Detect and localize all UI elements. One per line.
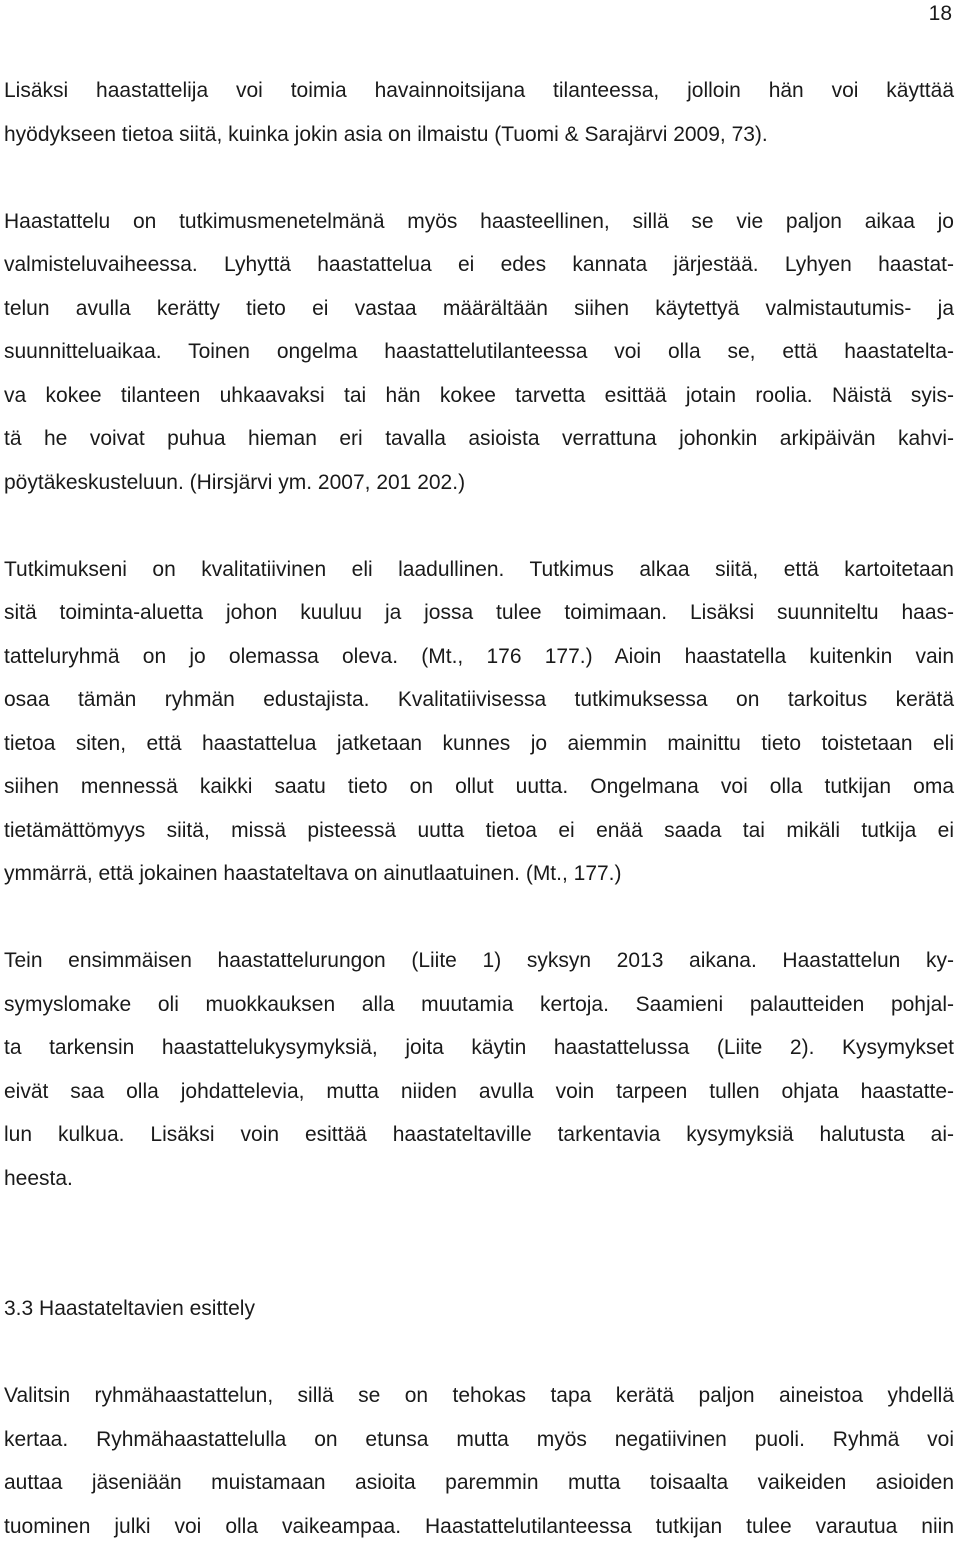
- section-heading: 3.3 Haastateltavien esittely: [4, 1287, 954, 1331]
- text-line: tuominen julki voi olla vaikeampaa. Haastattelutilanteessa tutkijan tulee varautua niin: [4, 1505, 954, 1548]
- text-line: suunnitteluaikaa. Toinen ongelma haastattelutilanteessa voi olla se, että haastatelta-: [4, 330, 954, 374]
- text-line: lun kulkua. Lisäksi voin esittää haastateltaville tarkentavia kysymyksiä halutusta ai-: [4, 1113, 954, 1157]
- text-line: tietämättömyys siitä, missä pisteessä uutta tietoa ei enää saada tai mikäli tutkija ei: [4, 809, 954, 853]
- text-line: tatteluryhmä on jo olemassa oleva. (Mt., 176 177.) Aioin haastatella kuitenkin vain: [4, 635, 954, 679]
- text-line: tä he voivat puhua hieman eri tavalla asioista verrattuna johonkin arkipäivän kahvi-: [4, 417, 954, 461]
- text-line: ta tarkensin haastattelukysymyksiä, joita käytin haastattelussa (Liite 2). Kysymykset: [4, 1026, 954, 1070]
- text-line: ymmärrä, että jokainen haastateltava on ainutlaatuinen. (Mt., 177.): [4, 852, 954, 896]
- paragraph-1: [4, 69, 954, 156]
- text-line: siihen mennessä kaikki saatu tieto on ollut uutta. Ongelmana voi olla tutkijan oma: [4, 765, 954, 809]
- text-line: va kokee tilanteen uhkaavaksi tai hän kokee tarvetta esittää jotain roolia. Näistä syis-: [4, 374, 954, 418]
- page-number: 18: [929, 0, 952, 28]
- paragraph-4: [4, 939, 954, 1200]
- text-line: hyödykseen tietoa siitä, kuinka jokin asia on ilmaistu (Tuomi & Sarajärvi 2009, 73).: [4, 113, 954, 157]
- document-body: [4, 69, 954, 1548]
- text-line: heesta.: [4, 1157, 954, 1201]
- paragraph-5: [4, 1374, 954, 1548]
- paragraph-3: [4, 548, 954, 896]
- text-line: sitä toiminta-aluetta johon kuuluu ja jossa tulee toimimaan. Lisäksi suunniteltu haas-: [4, 591, 954, 635]
- text-line: symyslomake oli muokkauksen alla muutamia kertoja. Saamieni palautteiden pohjal-: [4, 983, 954, 1027]
- text-line: Haastattelu on tutkimusmenetelmänä myös haasteellinen, sillä se vie paljon aikaa jo: [4, 200, 954, 244]
- text-line: pöytäkeskusteluun. (Hirsjärvi ym. 2007, 201 202.): [4, 461, 954, 505]
- text-line: telun avulla kerätty tieto ei vastaa määrältään siihen käytettyä valmistautumis- ja: [4, 287, 954, 331]
- text-line: valmisteluvaiheessa. Lyhyttä haastattelua ei edes kannata järjestää. Lyhyen haastat-: [4, 243, 954, 287]
- paragraph-2: [4, 200, 954, 505]
- text-line: Lisäksi haastattelija voi toimia havainnoitsijana tilanteessa, jolloin hän voi käyttää: [4, 69, 954, 113]
- text-line: osaa tämän ryhmän edustajista. Kvalitatiivisessa tutkimuksessa on tarkoitus kerätä: [4, 678, 954, 722]
- text-line: auttaa jäseniään muistamaan asioita paremmin mutta toisaalta vaikeiden asioiden: [4, 1461, 954, 1505]
- text-line: Tutkimukseni on kvalitatiivinen eli laadullinen. Tutkimus alkaa siitä, että kartoitetaan: [4, 548, 954, 592]
- text-line: tietoa siten, että haastattelua jatketaan kunnes jo aiemmin mainittu tieto toistetaan eli: [4, 722, 954, 766]
- text-line: eivät saa olla johdattelevia, mutta niiden avulla voin tarpeen tullen ohjata haastatte-: [4, 1070, 954, 1114]
- text-line: Valitsin ryhmähaastattelun, sillä se on tehokas tapa kerätä paljon aineistoa yhdellä: [4, 1374, 954, 1418]
- text-line: Tein ensimmäisen haastattelurungon (Liite 1) syksyn 2013 aikana. Haastattelun ky-: [4, 939, 954, 983]
- text-line: kertaa. Ryhmähaastattelulla on etunsa mutta myös negatiivinen puoli. Ryhmä voi: [4, 1418, 954, 1462]
